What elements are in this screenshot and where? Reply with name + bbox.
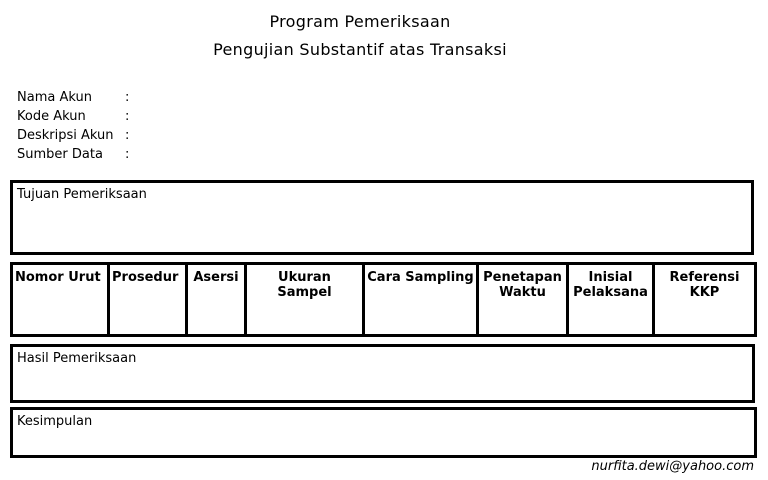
column-header-prosedur: Prosedur (109, 264, 187, 336)
field-label: Nama Akun (17, 90, 92, 105)
page-subtitle: Pengujian Substantif atas Transaksi (213, 40, 507, 59)
tujuan-pemeriksaan-label: Tujuan Pemeriksaan (17, 187, 147, 202)
column-header-asersi: Asersi (187, 264, 246, 336)
column-header-penetapan-waktu: Penetapan Waktu (478, 264, 568, 336)
hasil-pemeriksaan-box (10, 344, 755, 403)
field-label: Sumber Data (17, 147, 103, 162)
kesimpulan-label: Kesimpulan (17, 414, 93, 429)
program-table (10, 262, 757, 337)
field-nama-akun (17, 90, 129, 105)
field-label: Deskripsi Akun (17, 128, 114, 143)
column-header-nomor-urut: Nomor Urut (12, 264, 109, 336)
field-deskripsi-akun (17, 128, 129, 143)
column-header-cara-sampling: Cara Sampling (364, 264, 478, 336)
hasil-pemeriksaan-label: Hasil Pemeriksaan (17, 351, 137, 366)
field-sumber-data (17, 147, 129, 162)
author-email: nurfita.dewi@yahoo.com (591, 459, 754, 474)
tujuan-pemeriksaan-box (10, 180, 754, 255)
field-kode-akun (17, 109, 129, 124)
kesimpulan-box (10, 407, 757, 458)
column-header-inisial-pelaksana: Inisial Pelaksana (568, 264, 654, 336)
field-separator: : (125, 109, 130, 124)
column-header-referensi-kkp: Referensi KKP (654, 264, 756, 336)
field-label: Kode Akun (17, 109, 86, 124)
page-title: Program Pemeriksaan (269, 12, 451, 31)
column-header-ukuran-sampel: Ukuran Sampel (246, 264, 364, 336)
field-separator: : (125, 128, 130, 143)
field-separator: : (125, 90, 130, 105)
table-header-row (12, 264, 756, 336)
field-separator: : (125, 147, 130, 162)
